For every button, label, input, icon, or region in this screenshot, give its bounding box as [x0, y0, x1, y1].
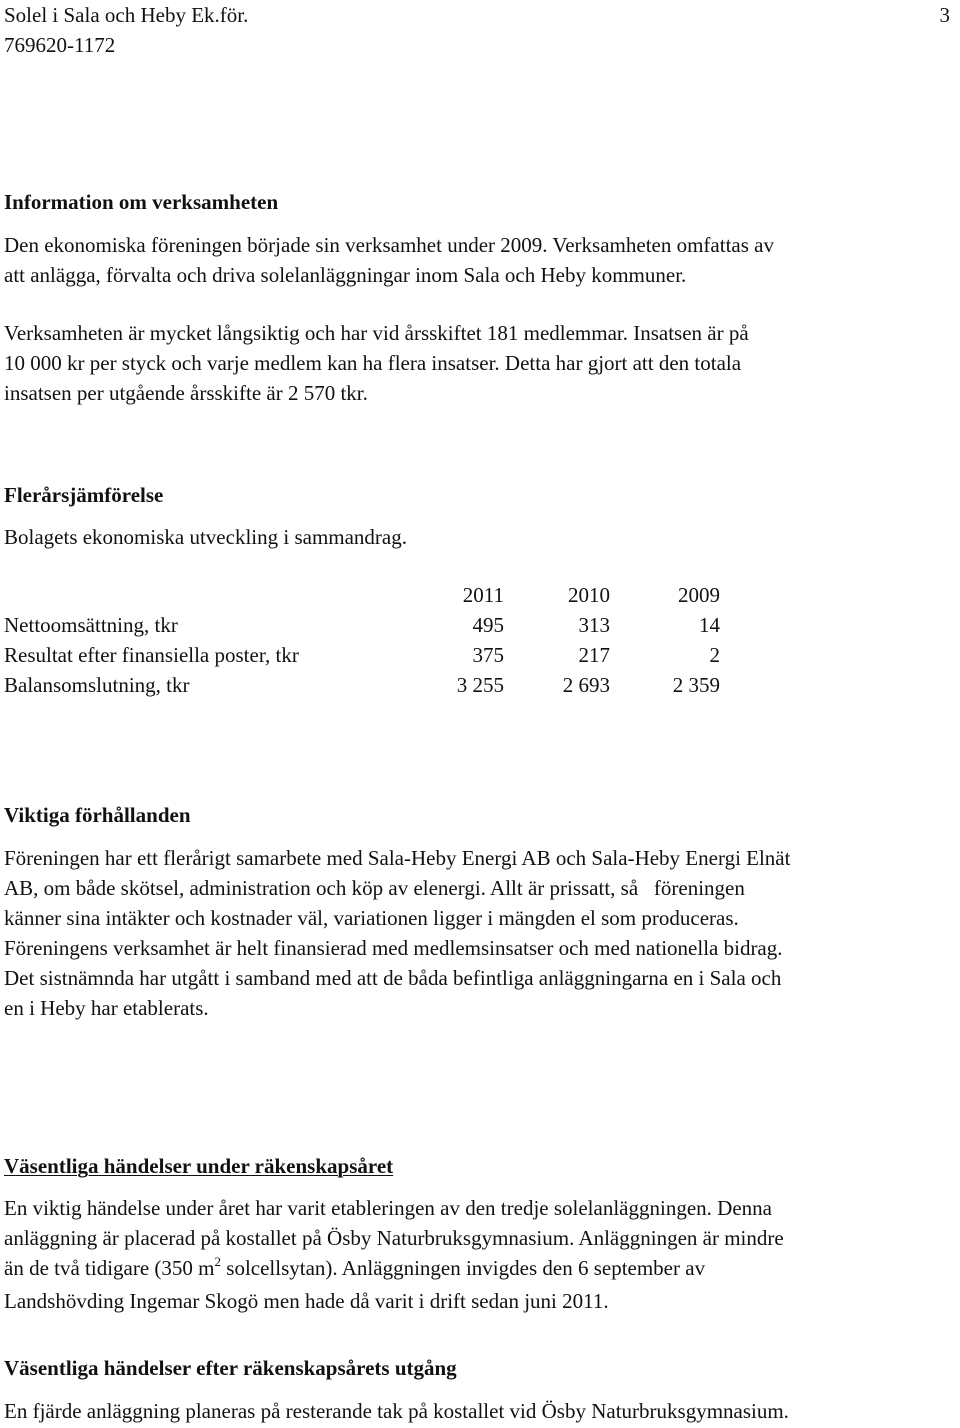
org-number: 769620-1172: [4, 33, 116, 57]
text-line: Det sistnämnda har utgått i samband med att de båda befintliga anläggningarna en i Sala och: [4, 966, 782, 990]
row-value: 14: [699, 613, 720, 637]
text-line: att anlägga, förvalta och driva solelanläggningar inom Sala och Heby kommuner.: [4, 263, 687, 287]
year-header: 2009: [678, 583, 720, 607]
events-year-heading: Väsentliga händelser under räkenskapsåret: [4, 1154, 394, 1178]
multiyear-intro: Bolagets ekonomiska utveckling i sammandrag.: [4, 525, 407, 549]
text-line: Verksamheten är mycket långsiktig och har vid årsskiftet 181 medlemmar. Insatsen är på: [4, 321, 749, 345]
row-value: 2 693: [562, 673, 610, 697]
superscript: 2: [214, 1254, 222, 1269]
text-line: Föreningens verksamhet är helt finansierad med medlemsinsatser och med nationella bidrag.: [4, 936, 783, 960]
text-line: AB, om både skötsel, administration och köp av elenergi. Allt är prissatt, så föreningen: [4, 876, 745, 900]
row-value: 217: [578, 643, 610, 667]
row-label: Nettoomsättning, tkr: [4, 613, 178, 637]
text-line: [4, 1253, 784, 1286]
info-paragraph-1: [4, 230, 774, 290]
row-value: 495: [472, 613, 504, 637]
multiyear-heading: Flerårsjämförelse: [4, 483, 164, 507]
row-value: 313: [578, 613, 610, 637]
text-segment: solcellsytan). Anläggningen invigdes den 6 september av: [221, 1256, 706, 1280]
row-value: 2 359: [672, 673, 720, 697]
year-header: 2010: [568, 583, 610, 607]
text-segment: än de två tidigare (350 m: [4, 1256, 215, 1280]
text-line: anläggning är placerad på kostallet på Ösby Naturbruksgymnasium. Anläggningen är mindre: [4, 1226, 784, 1250]
text-line: En viktig händelse under året har varit etableringen av den tredje solelanläggningen. Denna: [4, 1196, 772, 1220]
text-line: Föreningen har ett flerårigt samarbete med Sala-Heby Energi AB och Sala-Heby Energi Elnät: [4, 846, 791, 870]
financial-summary-table: [4, 580, 720, 700]
table-row: [4, 640, 720, 670]
row-label: Balansomslutning, tkr: [4, 673, 190, 697]
table-row: [4, 610, 720, 640]
year-header: 2011: [462, 583, 504, 607]
info-paragraph-2: [4, 318, 749, 408]
text-line: en i Heby har etablerats.: [4, 996, 209, 1020]
text-line: insatsen per utgående årsskifte är 2 570 tkr.: [4, 381, 368, 405]
text-line: En fjärde anläggning planeras på resterande tak på kostallet vid Ösby Naturbruksgymnasium.: [4, 1399, 789, 1423]
events-after-heading: Väsentliga händelser efter räkenskapsårets utgång: [4, 1356, 457, 1380]
events-year-paragraph: [4, 1193, 784, 1316]
row-value: 2: [709, 643, 720, 667]
text-line: Landshövding Ingemar Skogö men hade då varit i drift sedan juni 2011.: [4, 1289, 609, 1313]
relations-heading: Viktiga förhållanden: [4, 803, 191, 827]
text-line: känner sina intäkter och kostnader väl, variationen ligger i mängden el som produceras.: [4, 906, 739, 930]
info-heading: Information om verksamheten: [4, 190, 279, 214]
table-header-empty: [4, 580, 424, 610]
row-label: Resultat efter finansiella poster, tkr: [4, 643, 299, 667]
row-value: 375: [472, 643, 504, 667]
company-name: Solel i Sala och Heby Ek.för.: [4, 3, 249, 27]
relations-paragraph: [4, 843, 790, 1023]
text-line: 10 000 kr per styck och varje medlem kan ha flera insatser. Detta har gjort att den totala: [4, 351, 742, 375]
page-number: 3: [939, 3, 950, 27]
page-header: [4, 0, 248, 60]
table-row: [4, 670, 720, 700]
events-after-paragraph: [4, 1396, 789, 1426]
row-value: 3 255: [456, 673, 504, 697]
table-header-row: [4, 580, 720, 610]
text-line: Den ekonomiska föreningen började sin verksamhet under 2009. Verksamheten omfattas av: [4, 233, 774, 257]
